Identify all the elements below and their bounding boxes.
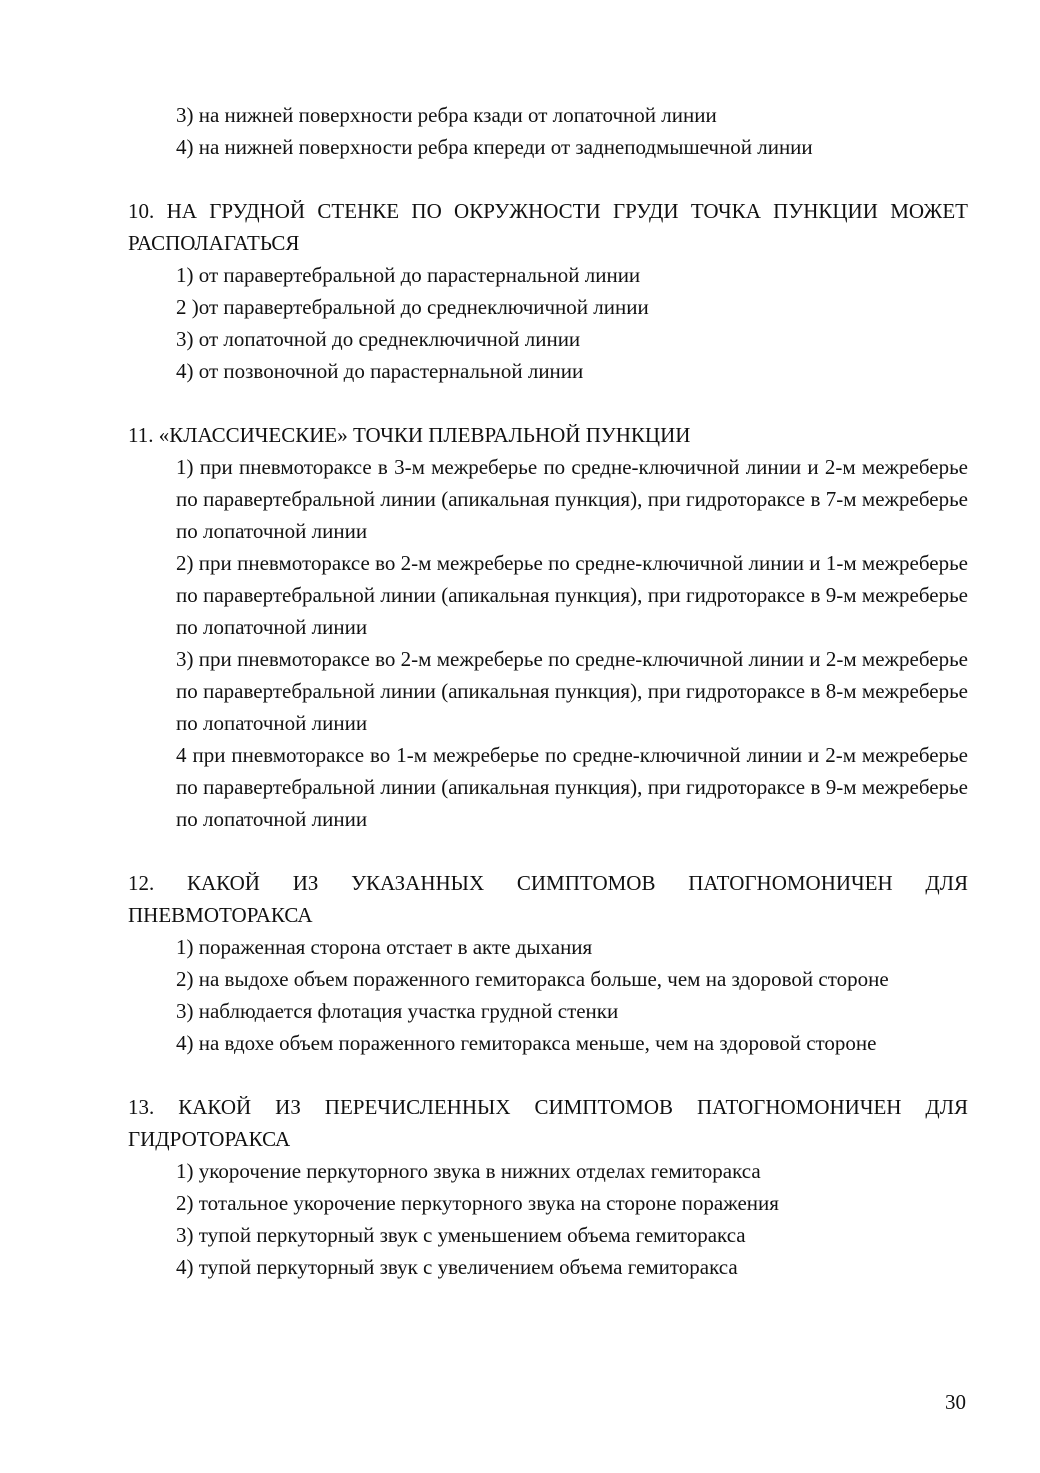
answer-option: 4 при пневмотораксе во 1-м межреберье по средне-ключичной линии и 2-м межреберье по паравертебральной линии (апикальная пункция), при гидротораксе в 9-м межреберье по лопаточной линии [176,743,968,831]
answer-options [128,259,968,387]
answer-option: 4) от позвоночной до парастернальной линии [176,359,584,383]
answer-option: 3) тупой перкуторный звук с уменьшением объема гемиторакса [176,1223,746,1247]
answer-option: 1) от паравертебральной до парастернальной линии [176,263,641,287]
question-13 [128,1091,968,1283]
question-11 [128,419,968,835]
page-number: 30 [945,1390,966,1414]
answer-option: 3) от лопаточной до среднеключичной линии [176,327,581,351]
answer-option: 3) наблюдается флотация участка грудной стенки [176,999,619,1023]
continued-question [128,99,968,163]
answer-option: 1) при пневмотораксе в 3-м межреберье по средне-ключичной линии и 2-м межреберье по паравертебральной линии (апикальная пункция), при гидротораксе в 7-м межреберье по лопаточной линии [176,455,968,543]
answer-option: 1) пораженная сторона отстает в акте дыхания [176,935,593,959]
answer-option: 2) тотальное укорочение перкуторного звука на стороне поражения [176,1191,779,1215]
page-content [128,99,968,1315]
question-12 [128,867,968,1059]
answer-options [128,451,968,835]
answer-option: 2 )от паравертебральной до среднеключичной линии [176,295,649,319]
question-title: 10. НА ГРУДНОЙ СТЕНКЕ ПО ОКРУЖНОСТИ ГРУДИ ТОЧКА ПУНКЦИИ МОЖЕТ РАСПОЛАГАТЬСЯ [128,199,968,255]
answer-option: 3) при пневмотораксе во 2-м межреберье по средне-ключичной линии и 2-м межреберье по паравертебральной линии (апикальная пункция), при гидротораксе в 8-м межреберье по лопаточной линии [176,647,968,735]
answer-option: 2) на выдохе объем пораженного гемиторакса больше, чем на здоровой стороне [176,967,889,991]
answer-option: 1) укорочение перкуторного звука в нижних отделах гемиторакса [176,1159,761,1183]
answer-options [128,931,968,1059]
answer-option: 3) на нижней поверхности ребра кзади от лопаточной линии [176,103,717,127]
answer-option: 4) на вдохе объем пораженного гемиторакса меньше, чем на здоровой стороне [176,1031,877,1055]
question-title: 11. «КЛАССИЧЕСКИЕ» ТОЧКИ ПЛЕВРАЛЬНОЙ ПУНКЦИИ [128,423,691,447]
answer-option: 4) тупой перкуторный звук с увеличением объема гемиторакса [176,1255,738,1279]
answer-options [128,99,968,163]
question-title: 12. КАКОЙ ИЗ УКАЗАННЫХ СИМПТОМОВ ПАТОГНОМОНИЧЕН ДЛЯ ПНЕВМОТОРАКСА [128,871,968,927]
answer-option: 2) при пневмотораксе во 2-м межреберье по средне-ключичной линии и 1-м межреберье по паравертебральной линии (апикальная пункция), при гидротораксе в 9-м межреберье по лопаточной линии [176,551,968,639]
answer-option: 4) на нижней поверхности ребра кпереди от заднеподмышечной линии [176,135,813,159]
question-title: 13. КАКОЙ ИЗ ПЕРЕЧИСЛЕННЫХ СИМПТОМОВ ПАТОГНОМОНИЧЕН ДЛЯ ГИДРОТОРАКСА [128,1095,968,1151]
question-10 [128,195,968,387]
answer-options [128,1155,968,1283]
